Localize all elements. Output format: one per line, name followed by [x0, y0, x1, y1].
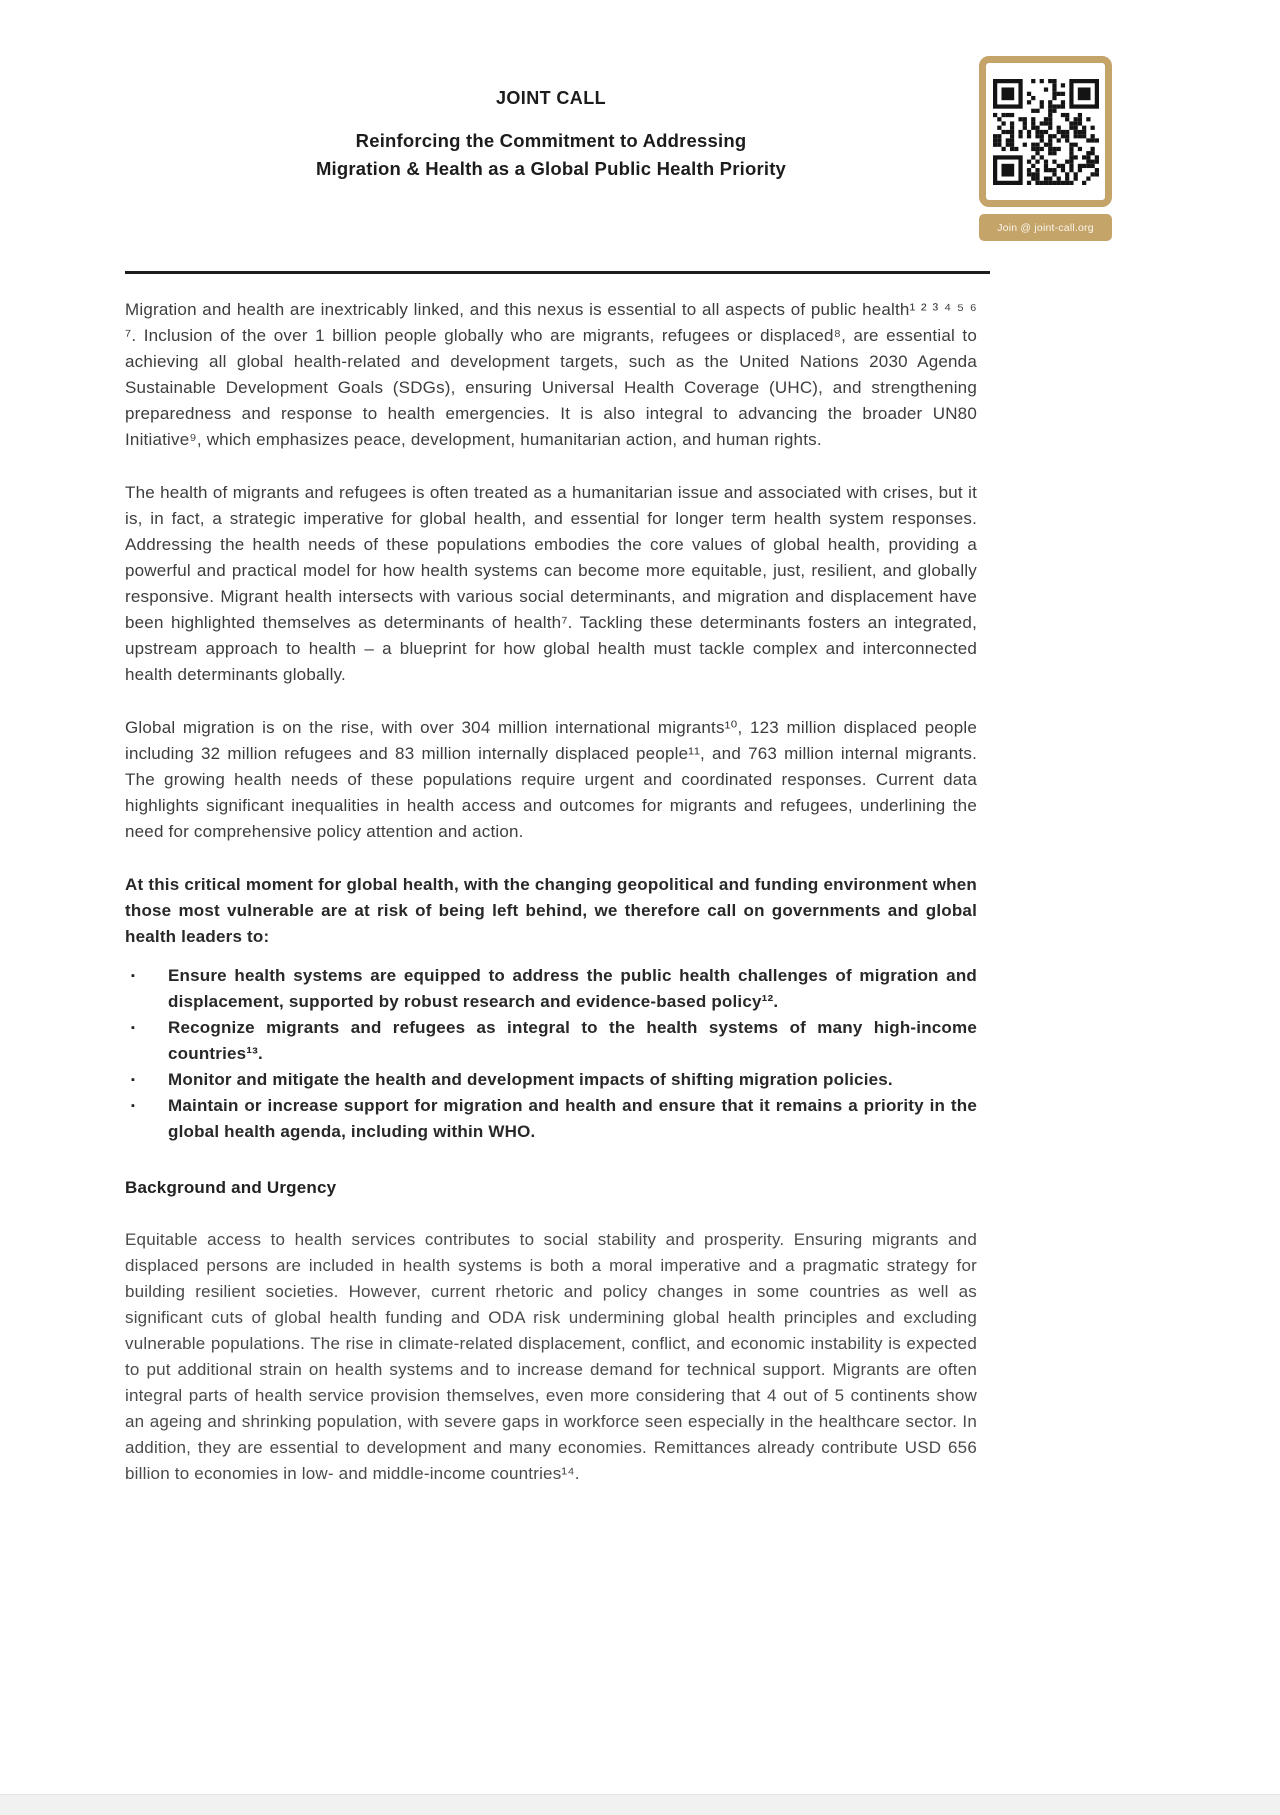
- list-item: [125, 963, 977, 1015]
- list-item: [125, 1067, 977, 1093]
- square-bullet-icon: ▪: [131, 970, 136, 982]
- page-subtitle-line1: Reinforcing the Commitment to Addressing: [355, 130, 747, 151]
- section-heading-background: Background and Urgency: [125, 1178, 337, 1197]
- paragraph-intro: Migration and health are inextricably linked, and this nexus is essential to all aspects of public health¹ ² ³ ⁴ ⁵ ⁶ ⁷. Inclusion of the over 1 billion people globally who are migrants, refugees or displaced⁸, are essential to achieving all global health-related and development targets, such as the United Nations 2030 Agenda Sustainable Development Goals (SDGs), ensuring Universal Health Coverage (UHC), and strengthening preparedness and response to health emergencies. It is also integral to advancing the broader UN80 Initiative⁹, which emphasizes peace, development, humanitarian action, and human rights.: [125, 300, 977, 449]
- page-subtitle: [125, 127, 977, 183]
- list-item-text: Maintain or increase support for migration and health and ensure that it remains a priority in the global health agenda, including within WHO.: [168, 1096, 977, 1141]
- qr-frame: [979, 56, 1112, 207]
- header: [125, 88, 977, 183]
- call-to-action: At this critical moment for global health, with the changing geopolitical and funding environment when those most vulnerable are at risk of being left behind, we therefore call on governments and global health leaders to:: [125, 875, 977, 946]
- paragraph-statistics: Global migration is on the rise, with over 304 million international migrants¹⁰, 123 million displaced people including 32 million refugees and 83 million internally displaced people¹¹, and 763 million internal migrants. The growing health needs of these populations require urgent and coordinated responses. Current data highlights significant inequalities in health access and outcomes for migrants and refugees, underlining the need for comprehensive policy attention and action.: [125, 718, 977, 841]
- list-item: [125, 1015, 977, 1067]
- square-bullet-icon: ▪: [131, 1100, 136, 1112]
- paragraph-background: Equitable access to health services contributes to social stability and prosperity. Ensuring migrants and displaced persons are included in health systems is both a moral imperative and a pragmatic strategy for building resilient societies. However, current rhetoric and policy changes in some countries as well as significant cuts of global health funding and ODA risk undermining global health principles and excluding vulnerable populations. The rise in climate-related displacement, conflict, and economic instability is expected to put additional strain on health systems and to increase demand for technical support. Migrants are often integral parts of health service provision themselves, even more considering that 4 out of 5 continents show an ageing and shrinking population, with severe gaps in workforce seen especially in the healthcare sector. In addition, they are essential to development and many economies. Remittances already contribute USD 656 billion to economies in low- and middle-income countries¹⁴.: [125, 1230, 977, 1483]
- list-item-text: Ensure health systems are equipped to address the public health challenges of migration and displacement, supported by robust research and evidence-based policy¹².: [168, 966, 977, 1011]
- list-item-text: Monitor and mitigate the health and development impacts of shifting migration policies.: [168, 1070, 893, 1089]
- square-bullet-icon: ▪: [131, 1022, 136, 1034]
- list-item-text: Recognize migrants and refugees as integral to the health systems of many high-income countries¹³.: [168, 1018, 977, 1063]
- qr-code-icon: [993, 79, 1099, 185]
- page-subtitle-line2: Migration & Health as a Global Public Health Priority: [315, 158, 787, 179]
- bottom-bar: [0, 1794, 1280, 1815]
- paragraph-strategic: The health of migrants and refugees is often treated as a humanitarian issue and associated with crises, but it is, in fact, a strategic imperative for global health, and essential for longer term health system responses. Addressing the health needs of these populations embodies the core values of global health, providing a powerful and practical model for how health systems can become more equitable, just, resilient, and globally responsive. Migrant health intersects with various social determinants, and migration and displacement have been highlighted themselves as determinants of health⁷. Tackling these determinants fosters an integrated, upstream approach to health – a blueprint for how global health must tackle complex and interconnected health determinants globally.: [125, 483, 977, 684]
- join-link[interactable]: Join @ joint-call.org: [979, 214, 1112, 241]
- document-body: [125, 297, 977, 1514]
- call-bullet-list: [125, 963, 977, 1145]
- list-item: [125, 1093, 977, 1145]
- qr-block: [979, 56, 1112, 241]
- page-title: JOINT CALL: [496, 88, 606, 108]
- square-bullet-icon: ▪: [131, 1074, 136, 1086]
- header-divider: [125, 271, 990, 274]
